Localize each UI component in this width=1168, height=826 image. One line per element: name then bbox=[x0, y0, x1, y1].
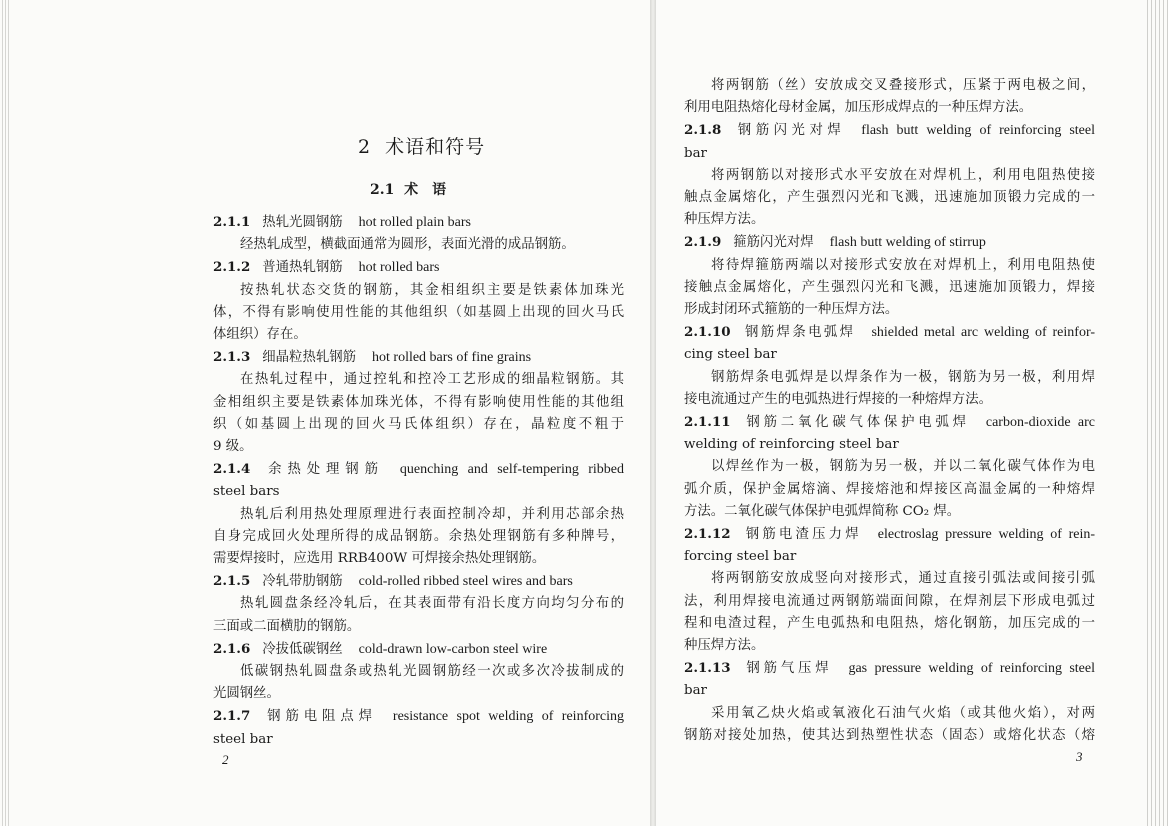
term-number: 2.1.2 bbox=[213, 259, 251, 276]
body-text-line: 钢筋焊条电弧焊是以焊条作为一极，钢筋为另一极，利用焊 bbox=[711, 369, 1095, 385]
body-text-line: 光圆钢丝。 bbox=[213, 686, 280, 702]
term-english: carbon-dioxide arc bbox=[985, 415, 1095, 431]
body-text-line: 采用氧乙炔火焰或氧液化石油气火焰（或其他火焰），对两 bbox=[711, 705, 1095, 721]
term-heading bbox=[213, 638, 624, 661]
term-english: flash butt welding of reinforcing steel bbox=[861, 123, 1095, 139]
body-text-line: 将两钢筋以对接形式水平安放在对焊机上，利用电阻热使接 bbox=[711, 167, 1095, 183]
body-text-line: bar bbox=[684, 145, 707, 161]
term-chinese: 钢筋闪光对焊 bbox=[733, 123, 846, 139]
body-text-line: 利用电阻热熔化母材金属，加压形成焊点的一种压焊方法。 bbox=[684, 100, 1033, 116]
term-number: 2.1.4 bbox=[213, 461, 251, 478]
term-english: hot rolled bars of fine grains bbox=[372, 350, 532, 366]
term-english: cold-drawn low-carbon steel wire bbox=[358, 641, 548, 657]
body-text-line: bar bbox=[684, 683, 707, 699]
term-number: 2.1.7 bbox=[213, 708, 251, 725]
chapter-title bbox=[358, 132, 485, 159]
section-title-text: 术 语 bbox=[404, 182, 447, 198]
term-heading bbox=[684, 657, 1095, 680]
body-text-line: 种压焊方法。 bbox=[684, 638, 765, 654]
body-text-line: 程和电渣过程，产生电弧热和电阻热，熔化钢筋，加压完成的一 bbox=[684, 615, 1095, 631]
chapter-number: 2 bbox=[358, 136, 372, 158]
body-text-line: forcing steel bar bbox=[684, 549, 797, 565]
term-number: 2.1.11 bbox=[684, 414, 731, 431]
body-text-line: 体，不得有影响使用性能的其他组织（如基圆上出现的回火马氏 bbox=[213, 304, 624, 320]
term-heading bbox=[684, 119, 1095, 142]
term-chinese: 钢筋二氧化碳气体保护电弧焊 bbox=[742, 415, 970, 431]
term-chinese: 细晶粒热轧钢筋 bbox=[262, 350, 357, 366]
body-text-line: 热轧后利用热处理原理进行表面控制冷却，并利用芯部余热 bbox=[240, 506, 624, 522]
page-number-right: 3 bbox=[1076, 749, 1083, 764]
term-english: gas pressure welding of reinforcing steel bbox=[848, 661, 1095, 677]
term-chinese: 热轧光圆钢筋 bbox=[262, 215, 343, 230]
body-text-line: 以焊丝作为一极，钢筋为另一极，并以二氧化碳气体作为电 bbox=[711, 459, 1095, 475]
term-chinese: 冷轧带肋钢筋 bbox=[262, 574, 343, 590]
term-heading bbox=[213, 346, 624, 369]
term-chinese: 冷拔低碳钢丝 bbox=[262, 641, 343, 657]
body-text-line: 将两钢筋安放成竖向对接形式，通过直接引弧法或间接引弧 bbox=[711, 571, 1095, 587]
term-heading bbox=[213, 458, 624, 481]
body-text-line: 在热轧过程中，通过控轧和控冷工艺形成的细晶粒钢筋。其 bbox=[240, 372, 624, 388]
term-english: shielded metal arc welding of reinfor- bbox=[871, 325, 1095, 341]
body-text-line: 将待焊箍筋两端以对接形式安放在对焊机上，利用电阻热使 bbox=[711, 257, 1095, 273]
page-stack-edge-right bbox=[1144, 0, 1168, 826]
term-heading bbox=[213, 570, 624, 593]
term-english: electroslag pressure welding of rein- bbox=[877, 527, 1096, 543]
term-heading bbox=[213, 211, 624, 234]
term-number: 2.1.10 bbox=[684, 324, 731, 341]
section-title bbox=[370, 179, 446, 199]
body-text-line: steel bars bbox=[213, 484, 280, 500]
body-text-line: 金相组织主要是铁素体加珠光体，不得有影响使用性能的其他组 bbox=[213, 394, 624, 410]
term-chinese: 钢筋电渣压力焊 bbox=[742, 527, 862, 543]
body-text-line: 触点金属熔化，产生强烈闪光和飞溅，迅速施加顶锻力完成的一 bbox=[684, 190, 1095, 206]
term-english: quenching and self-tempering ribbed bbox=[399, 462, 625, 478]
page-number-left: 2 bbox=[222, 752, 229, 767]
term-number: 2.1.8 bbox=[684, 122, 722, 139]
body-text-line: 接电流通过产生的电弧热进行焊接的一种熔焊方法。 bbox=[684, 391, 992, 407]
body-text-line: 织（如基圆上出现的回火马氏体组织）存在，晶粒度不粗于 bbox=[213, 416, 624, 432]
body-text-line: welding of reinforcing steel bar bbox=[684, 437, 899, 453]
term-chinese: 钢筋气压焊 bbox=[742, 661, 833, 677]
body-text-line: 9 级。 bbox=[213, 439, 253, 455]
term-number: 2.1.3 bbox=[213, 349, 251, 366]
body-text-line: 形成封闭环式箍筋的一种压焊方法。 bbox=[684, 302, 899, 318]
body-text-line: 低碳钢热轧圆盘条或热轧光圆钢筋经一次或多次冷拔制成的 bbox=[240, 664, 624, 680]
body-text-line: 法，利用焊接电流通过两钢筋端面间隙，在焊剂层下形成电弧过 bbox=[684, 593, 1095, 609]
body-text-line: 三面或二面横肋的钢筋。 bbox=[213, 618, 361, 634]
right-page bbox=[656, 0, 1144, 826]
term-english: resistance spot welding of reinforcing bbox=[392, 709, 625, 725]
body-text-line: cing steel bar bbox=[684, 347, 777, 363]
term-number: 2.1.6 bbox=[213, 640, 251, 657]
term-heading bbox=[684, 321, 1095, 344]
left-page-body bbox=[213, 211, 624, 751]
term-english: hot rolled bars bbox=[358, 260, 440, 276]
term-english: hot rolled plain bars bbox=[358, 215, 471, 230]
term-number: 2.1.12 bbox=[684, 526, 731, 543]
section-number: 2.1 bbox=[370, 182, 395, 198]
body-text-line: 接触点金属熔化，产生强烈闪光和飞溅，迅速施加顶锻力，焊接 bbox=[684, 279, 1095, 295]
body-text-line: 种压焊方法。 bbox=[684, 212, 765, 228]
term-heading bbox=[213, 705, 624, 728]
body-text-line: 按热轧状态交货的钢筋，其金相组织主要是铁素体加珠光 bbox=[240, 282, 624, 298]
term-heading bbox=[684, 523, 1095, 546]
term-number: 2.1.13 bbox=[684, 660, 731, 677]
body-text-line: 热轧圆盘条经冷轧后，在其表面带有沿长度方向均匀分布的 bbox=[240, 596, 624, 612]
body-text-line: 经热轧成型，横截面通常为圆形，表面光滑的成品钢筋。 bbox=[240, 237, 575, 253]
body-text-line: 自身完成回火处理所得的成品钢筋。余热处理钢筋有多种牌号， bbox=[213, 528, 624, 544]
term-chinese: 钢筋电阻点焊 bbox=[262, 709, 377, 725]
chapter-title-text: 术语和符号 bbox=[385, 136, 486, 158]
body-text-line: 将两钢筋（丝）安放成交叉叠接形式，压紧于两电极之间， bbox=[711, 78, 1095, 93]
body-text-line: 方法。二氧化碳气体保护电弧焊简称 CO₂ 焊。 bbox=[684, 503, 961, 519]
body-text-line: 弧介质，保护金属熔滴、焊接熔池和焊接区高温金属的一种熔焊 bbox=[684, 481, 1095, 497]
term-heading bbox=[684, 411, 1095, 434]
right-page-body bbox=[684, 75, 1095, 747]
left-page bbox=[10, 0, 650, 826]
term-number: 2.1.5 bbox=[213, 573, 251, 590]
term-heading bbox=[684, 231, 1095, 254]
term-chinese: 余热处理钢筋 bbox=[262, 462, 384, 478]
term-heading bbox=[213, 256, 624, 279]
term-chinese: 箍筋闪光对焊 bbox=[733, 235, 814, 251]
term-number: 2.1.1 bbox=[213, 214, 251, 230]
body-text-line: 钢筋对接处加热，使其达到热塑性状态（固态）或熔化状态（熔 bbox=[684, 727, 1095, 743]
body-text-line: 体组织）存在。 bbox=[213, 327, 307, 343]
term-chinese: 普通热轧钢筋 bbox=[262, 260, 343, 276]
term-english: cold-rolled ribbed steel wires and bars bbox=[358, 574, 573, 590]
term-number: 2.1.9 bbox=[684, 234, 722, 251]
term-english: flash butt welding of stirrup bbox=[829, 235, 986, 251]
term-chinese: 钢筋焊条电弧焊 bbox=[742, 325, 856, 341]
body-text-line: 需要焊接时，应选用 RRB400W 可焊接余热处理钢筋。 bbox=[213, 551, 546, 567]
page-stack-edge-left bbox=[0, 0, 10, 826]
body-text-line: steel bar bbox=[213, 731, 273, 747]
